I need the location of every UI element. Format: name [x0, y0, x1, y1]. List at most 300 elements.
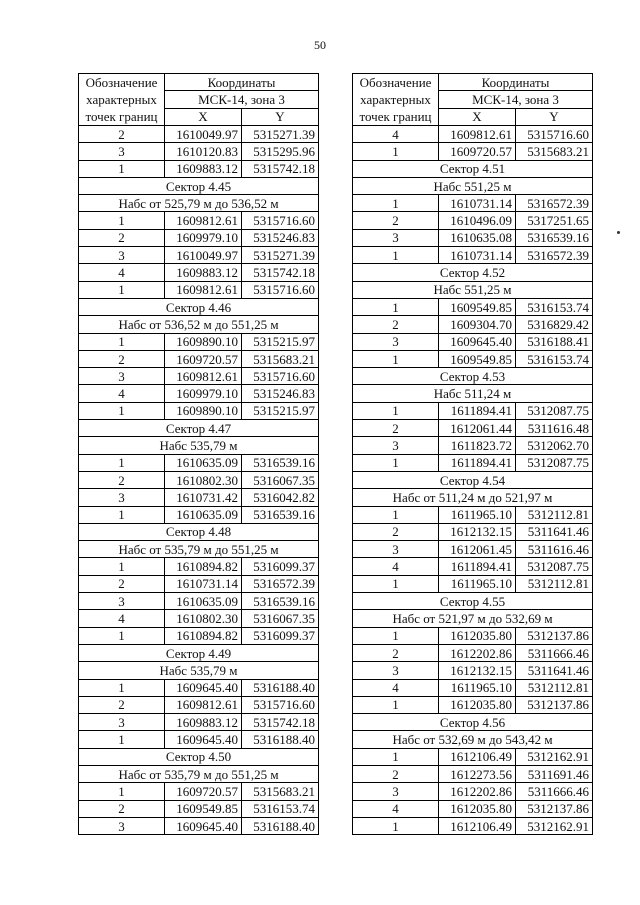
- coord-x: 1609645.40: [439, 333, 516, 350]
- coord-y: 5311641.46: [516, 662, 593, 679]
- header-x: X: [439, 108, 516, 125]
- sector-heading: Набс от 535,79 м до 551,25 м: [79, 765, 319, 782]
- table-row: [79, 281, 319, 298]
- coord-y: 5312087.75: [516, 558, 593, 575]
- coord-y: 5315716.60: [516, 126, 593, 143]
- table-row: [79, 471, 319, 488]
- coord-x: 1610894.82: [165, 558, 242, 575]
- coord-y: 5312112.81: [516, 679, 593, 696]
- sector-heading-row: [79, 523, 319, 540]
- coord-y: 5312062.70: [516, 437, 593, 454]
- point-number: 4: [79, 610, 165, 627]
- point-number: 1: [353, 298, 439, 315]
- sector-heading-row: [79, 748, 319, 765]
- table-row: [79, 593, 319, 610]
- coord-y: 5316067.35: [242, 610, 319, 627]
- sector-heading: Набс 511,24 м: [353, 385, 593, 402]
- sector-heading-row: [353, 593, 593, 610]
- point-number: 1: [79, 506, 165, 523]
- sector-heading-row: [353, 731, 593, 748]
- point-number: 2: [79, 800, 165, 817]
- table-row: [353, 662, 593, 679]
- coord-y: 5316829.42: [516, 316, 593, 333]
- sector-heading: Набс 551,25 м: [353, 177, 593, 194]
- point-number: 1: [353, 454, 439, 471]
- point-number: 4: [353, 558, 439, 575]
- stray-mark: [617, 231, 620, 234]
- table-row: [79, 800, 319, 817]
- coord-y: 5316153.74: [242, 800, 319, 817]
- coord-x: 1612061.44: [439, 420, 516, 437]
- sector-heading-row: [353, 385, 593, 402]
- sector-heading: Набс от 536,52 м до 551,25 м: [79, 316, 319, 333]
- point-number: 1: [79, 212, 165, 229]
- coord-y: 5312162.91: [516, 817, 593, 834]
- coord-y: 5312137.86: [516, 696, 593, 713]
- coord-y: 5315716.60: [242, 696, 319, 713]
- coord-y: 5315295.96: [242, 143, 319, 160]
- sector-heading-row: [79, 644, 319, 661]
- header-line: Обозначение: [85, 75, 158, 90]
- header-line: характерных: [86, 92, 157, 107]
- coord-y: 5312162.91: [516, 748, 593, 765]
- sector-heading-row: [353, 610, 593, 627]
- point-number: 1: [79, 281, 165, 298]
- coord-x: 1609979.10: [165, 385, 242, 402]
- coord-y: 5315683.21: [516, 143, 593, 160]
- coord-x: 1610635.08: [439, 229, 516, 246]
- point-number: 4: [353, 800, 439, 817]
- sector-heading: Набс от 535,79 м до 551,25 м: [79, 541, 319, 558]
- coord-y: 5315716.60: [242, 368, 319, 385]
- coord-x: 1609890.10: [165, 333, 242, 350]
- coord-y: 5316572.39: [516, 247, 593, 264]
- coord-y: 5315716.60: [242, 281, 319, 298]
- sector-heading-row: [79, 298, 319, 315]
- point-number: 4: [79, 385, 165, 402]
- coord-x: 1611823.72: [439, 437, 516, 454]
- sector-heading: Набс от 511,24 м до 521,97 м: [353, 489, 593, 506]
- point-number: 2: [79, 229, 165, 246]
- point-number: 4: [353, 679, 439, 696]
- table-row: [353, 420, 593, 437]
- coord-x: 1609304.70: [439, 316, 516, 333]
- table-row: [79, 696, 319, 713]
- coord-y: 5315742.18: [242, 264, 319, 281]
- point-number: 1: [79, 731, 165, 748]
- coord-y: 5316572.39: [242, 575, 319, 592]
- coord-y: 5315246.83: [242, 229, 319, 246]
- coord-y: 5312087.75: [516, 402, 593, 419]
- table-row: [79, 679, 319, 696]
- coord-x: 1610049.97: [165, 126, 242, 143]
- coord-y: 5312112.81: [516, 506, 593, 523]
- coord-y: 5316153.74: [516, 298, 593, 315]
- table-row: [79, 817, 319, 834]
- coord-y: 5315215.97: [242, 333, 319, 350]
- point-number: 1: [79, 333, 165, 350]
- coordinates-table-left: [78, 73, 319, 835]
- coord-y: 5316099.37: [242, 558, 319, 575]
- table-row: [79, 212, 319, 229]
- sector-heading: Сектор 4.52: [353, 264, 593, 281]
- table-row: [353, 333, 593, 350]
- table-row: [79, 126, 319, 143]
- point-number: 3: [353, 333, 439, 350]
- point-number: 1: [79, 454, 165, 471]
- point-number: 3: [79, 593, 165, 610]
- coord-x: 1609720.57: [165, 783, 242, 800]
- table-row: [353, 696, 593, 713]
- sector-heading-row: [79, 765, 319, 782]
- coord-x: 1610731.14: [165, 575, 242, 592]
- coord-y: 5315683.21: [242, 350, 319, 367]
- coord-x: 1610802.30: [165, 471, 242, 488]
- point-number: 3: [353, 541, 439, 558]
- table-row: [353, 644, 593, 661]
- coord-y: 5316099.37: [242, 627, 319, 644]
- point-number: 2: [79, 696, 165, 713]
- coord-x: 1609883.12: [165, 714, 242, 731]
- table-row: [79, 714, 319, 731]
- header-y: Y: [242, 108, 319, 125]
- coord-y: 5311666.46: [516, 783, 593, 800]
- sector-heading: Сектор 4.51: [353, 160, 593, 177]
- coord-y: 5311666.46: [516, 644, 593, 661]
- header-line: точек границ: [359, 109, 432, 124]
- coord-y: 5316188.40: [242, 679, 319, 696]
- table-row: [353, 350, 593, 367]
- coord-y: 5315742.18: [242, 714, 319, 731]
- table-row: [353, 748, 593, 765]
- sector-heading: Набс 551,25 м: [353, 281, 593, 298]
- table-row: [79, 264, 319, 281]
- coord-x: 1609645.40: [165, 817, 242, 834]
- table-row: [79, 731, 319, 748]
- header-point-designation: [353, 74, 439, 126]
- header-coordinates: Координаты: [439, 74, 593, 91]
- table-row: [79, 506, 319, 523]
- coord-y: 5316539.16: [242, 506, 319, 523]
- header-line: характерных: [360, 92, 431, 107]
- sector-heading: Сектор 4.55: [353, 593, 593, 610]
- sector-heading: Сектор 4.45: [79, 177, 319, 194]
- table-row: [353, 229, 593, 246]
- point-number: 3: [353, 437, 439, 454]
- point-number: 4: [353, 126, 439, 143]
- sector-heading: Сектор 4.53: [353, 368, 593, 385]
- coord-x: 1611894.41: [439, 558, 516, 575]
- table-row: [79, 558, 319, 575]
- header-x: X: [165, 108, 242, 125]
- table-row: [79, 247, 319, 264]
- table-row: [79, 454, 319, 471]
- coord-x: 1611894.41: [439, 402, 516, 419]
- coord-x: 1609645.40: [165, 679, 242, 696]
- point-number: 1: [353, 247, 439, 264]
- table-header-row: [79, 74, 319, 91]
- header-line: точек границ: [85, 109, 158, 124]
- table-row: [79, 783, 319, 800]
- coord-x: 1609720.57: [439, 143, 516, 160]
- sector-heading-row: [79, 177, 319, 194]
- coord-x: 1610894.82: [165, 627, 242, 644]
- coord-x: 1610635.09: [165, 593, 242, 610]
- coord-y: 5311616.46: [516, 541, 593, 558]
- table-row: [79, 385, 319, 402]
- table-row: [353, 298, 593, 315]
- coord-y: 5316188.40: [242, 731, 319, 748]
- coord-y: 5316539.16: [516, 229, 593, 246]
- table-row: [79, 368, 319, 385]
- header-point-designation: [79, 74, 165, 126]
- point-number: 3: [79, 247, 165, 264]
- coord-x: 1612132.15: [439, 662, 516, 679]
- point-number: 2: [353, 420, 439, 437]
- table-row: [353, 575, 593, 592]
- sector-heading-row: [79, 662, 319, 679]
- table-row: [353, 126, 593, 143]
- coord-x: 1612202.86: [439, 644, 516, 661]
- table-row: [79, 575, 319, 592]
- point-number: 3: [353, 662, 439, 679]
- coord-y: 5315742.18: [242, 160, 319, 177]
- sector-heading-row: [353, 177, 593, 194]
- sector-heading-row: [79, 316, 319, 333]
- table-row: [353, 783, 593, 800]
- coord-y: 5316572.39: [516, 195, 593, 212]
- header-coordinate-system: МСК-14, зона 3: [165, 91, 319, 108]
- point-number: 1: [79, 627, 165, 644]
- point-number: 1: [79, 160, 165, 177]
- coord-x: 1609883.12: [165, 264, 242, 281]
- sector-heading-row: [79, 195, 319, 212]
- table-row: [353, 627, 593, 644]
- coord-x: 1610635.09: [165, 454, 242, 471]
- table-row: [353, 679, 593, 696]
- point-number: 1: [353, 696, 439, 713]
- point-number: 2: [353, 765, 439, 782]
- table-row: [353, 506, 593, 523]
- coord-x: 1609890.10: [165, 402, 242, 419]
- header-coordinate-system: МСК-14, зона 3: [439, 91, 593, 108]
- point-number: 3: [79, 489, 165, 506]
- table-header-row: [353, 74, 593, 91]
- coord-x: 1612202.86: [439, 783, 516, 800]
- coord-y: 5316188.40: [242, 817, 319, 834]
- sector-heading: Набс от 521,97 м до 532,69 м: [353, 610, 593, 627]
- coord-x: 1610635.09: [165, 506, 242, 523]
- point-number: 1: [353, 627, 439, 644]
- table-row: [353, 454, 593, 471]
- coord-x: 1610496.09: [439, 212, 516, 229]
- point-number: 1: [353, 817, 439, 834]
- page-number: 50: [314, 38, 326, 52]
- coord-x: 1611965.10: [439, 679, 516, 696]
- coord-y: 5316153.74: [516, 350, 593, 367]
- table-row: [353, 523, 593, 540]
- coord-x: 1609812.61: [165, 281, 242, 298]
- point-number: 1: [353, 143, 439, 160]
- sector-heading: Сектор 4.46: [79, 298, 319, 315]
- coord-y: 5316042.82: [242, 489, 319, 506]
- coord-x: 1612106.49: [439, 748, 516, 765]
- point-number: 3: [79, 714, 165, 731]
- sector-heading: Набс 535,79 м: [79, 662, 319, 679]
- coord-y: 5315271.39: [242, 126, 319, 143]
- coord-x: 1609812.61: [439, 126, 516, 143]
- coord-x: 1610049.97: [165, 247, 242, 264]
- coord-y: 5315215.97: [242, 402, 319, 419]
- coord-x: 1609812.61: [165, 212, 242, 229]
- point-number: 2: [353, 212, 439, 229]
- sector-heading-row: [353, 714, 593, 731]
- coord-x: 1611894.41: [439, 454, 516, 471]
- point-number: 2: [79, 350, 165, 367]
- coord-y: 5316067.35: [242, 471, 319, 488]
- coord-x: 1609549.85: [439, 298, 516, 315]
- coordinates-table-right: [352, 73, 593, 835]
- sector-heading: Сектор 4.48: [79, 523, 319, 540]
- coord-x: 1609883.12: [165, 160, 242, 177]
- coord-x: 1609720.57: [165, 350, 242, 367]
- table-row: [353, 437, 593, 454]
- coord-y: 5317251.65: [516, 212, 593, 229]
- table-row: [79, 489, 319, 506]
- coord-x: 1609812.61: [165, 368, 242, 385]
- point-number: 1: [353, 506, 439, 523]
- table-row: [353, 558, 593, 575]
- sector-heading-row: [353, 160, 593, 177]
- point-number: 1: [79, 402, 165, 419]
- table-row: [79, 143, 319, 160]
- header-line: Обозначение: [359, 75, 432, 90]
- coord-x: 1609549.85: [165, 800, 242, 817]
- table-row: [79, 627, 319, 644]
- point-number: 2: [79, 575, 165, 592]
- coord-y: 5316539.16: [242, 593, 319, 610]
- sector-heading: Сектор 4.47: [79, 420, 319, 437]
- sector-heading-row: [79, 437, 319, 454]
- point-number: 3: [353, 783, 439, 800]
- coord-x: 1609645.40: [165, 731, 242, 748]
- coord-y: 5312137.86: [516, 627, 593, 644]
- coord-x: 1612035.80: [439, 696, 516, 713]
- point-number: 2: [353, 523, 439, 540]
- coord-x: 1612061.45: [439, 541, 516, 558]
- coord-x: 1609549.85: [439, 350, 516, 367]
- table-row: [353, 765, 593, 782]
- table-row: [79, 610, 319, 627]
- point-number: 1: [353, 748, 439, 765]
- point-number: 1: [353, 402, 439, 419]
- table-row: [353, 316, 593, 333]
- table-row: [353, 247, 593, 264]
- table-row: [79, 350, 319, 367]
- sector-heading-row: [353, 281, 593, 298]
- coord-y: 5315271.39: [242, 247, 319, 264]
- coord-y: 5315716.60: [242, 212, 319, 229]
- point-number: 1: [79, 679, 165, 696]
- coord-x: 1610731.14: [439, 247, 516, 264]
- sector-heading-row: [79, 541, 319, 558]
- coord-y: 5311641.46: [516, 523, 593, 540]
- table-row: [79, 229, 319, 246]
- table-row: [353, 212, 593, 229]
- header-y: Y: [516, 108, 593, 125]
- point-number: 3: [353, 229, 439, 246]
- coord-y: 5312137.86: [516, 800, 593, 817]
- sector-heading: Набс от 525,79 м до 536,52 м: [79, 195, 319, 212]
- sector-heading-row: [353, 264, 593, 281]
- coord-x: 1610731.14: [439, 195, 516, 212]
- point-number: 2: [79, 471, 165, 488]
- coord-x: 1612035.80: [439, 800, 516, 817]
- point-number: 3: [79, 143, 165, 160]
- coord-x: 1610120.83: [165, 143, 242, 160]
- sector-heading-row: [353, 368, 593, 385]
- point-number: 4: [79, 264, 165, 281]
- point-number: 1: [353, 350, 439, 367]
- point-number: 2: [353, 644, 439, 661]
- sector-heading: Сектор 4.49: [79, 644, 319, 661]
- coord-y: 5316188.41: [516, 333, 593, 350]
- sector-heading: Набс 535,79 м: [79, 437, 319, 454]
- coord-x: 1612035.80: [439, 627, 516, 644]
- sector-heading-row: [353, 489, 593, 506]
- coord-x: 1611965.10: [439, 506, 516, 523]
- sector-heading: Сектор 4.54: [353, 471, 593, 488]
- table-row: [353, 402, 593, 419]
- coord-y: 5311616.48: [516, 420, 593, 437]
- coord-y: 5315683.21: [242, 783, 319, 800]
- coord-x: 1612132.15: [439, 523, 516, 540]
- point-number: 3: [79, 368, 165, 385]
- coord-y: 5316539.16: [242, 454, 319, 471]
- point-number: 1: [79, 783, 165, 800]
- coord-x: 1610802.30: [165, 610, 242, 627]
- sector-heading-row: [353, 471, 593, 488]
- point-number: 1: [79, 558, 165, 575]
- coord-x: 1611965.10: [439, 575, 516, 592]
- coord-x: 1610731.42: [165, 489, 242, 506]
- coord-y: 5315246.83: [242, 385, 319, 402]
- coord-x: 1609979.10: [165, 229, 242, 246]
- coord-x: 1612273.56: [439, 765, 516, 782]
- coord-y: 5311691.46: [516, 765, 593, 782]
- sector-heading: Набс от 532,69 м до 543,42 м: [353, 731, 593, 748]
- table-row: [79, 333, 319, 350]
- sector-heading: Сектор 4.50: [79, 748, 319, 765]
- sector-heading-row: [79, 420, 319, 437]
- table-row: [79, 160, 319, 177]
- sector-heading: Сектор 4.56: [353, 714, 593, 731]
- coord-y: 5312112.81: [516, 575, 593, 592]
- coord-x: 1612106.49: [439, 817, 516, 834]
- point-number: 1: [353, 195, 439, 212]
- point-number: 1: [353, 575, 439, 592]
- table-row: [353, 817, 593, 834]
- coord-x: 1609812.61: [165, 696, 242, 713]
- table-row: [353, 143, 593, 160]
- table-row: [353, 800, 593, 817]
- header-coordinates: Координаты: [165, 74, 319, 91]
- table-row: [79, 402, 319, 419]
- table-row: [353, 541, 593, 558]
- point-number: 3: [79, 817, 165, 834]
- point-number: 2: [79, 126, 165, 143]
- table-row: [353, 195, 593, 212]
